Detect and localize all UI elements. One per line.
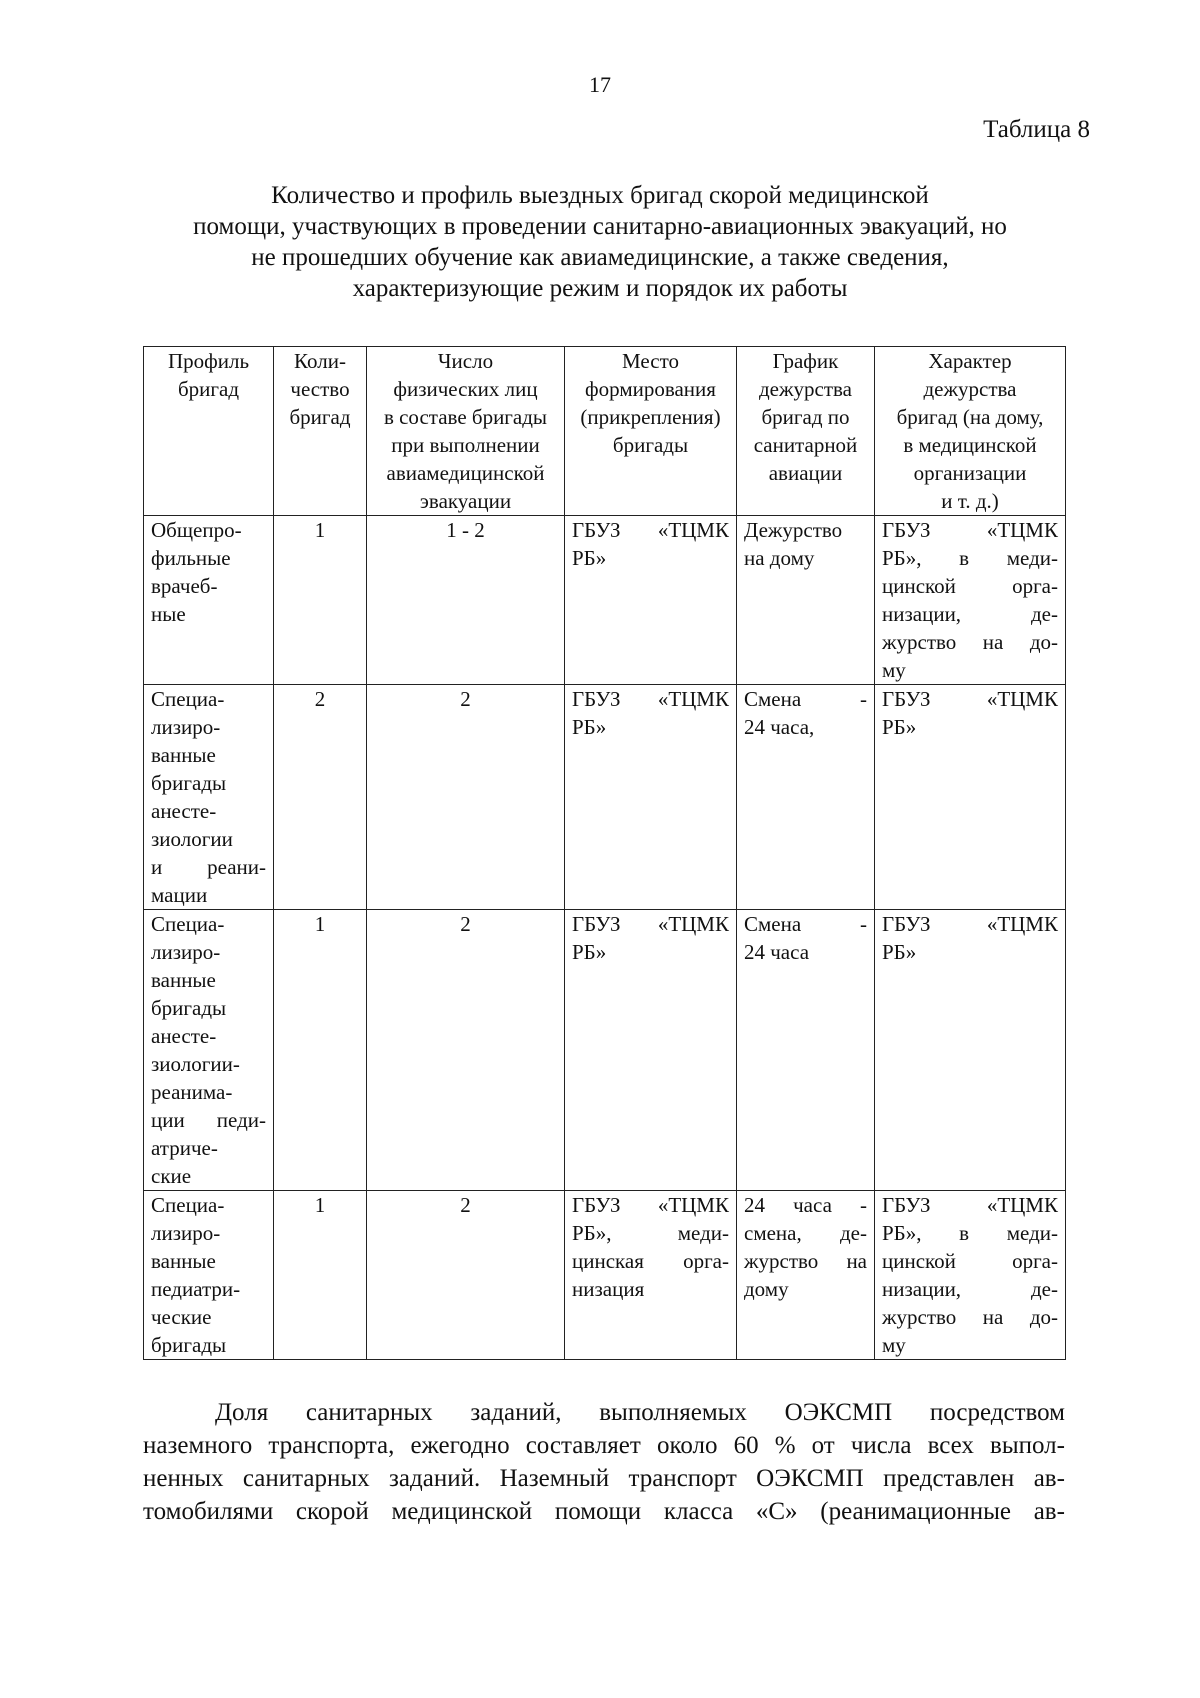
cell-schedule [737, 516, 875, 685]
cell-place [565, 910, 737, 1191]
cell-line: РБ» [882, 940, 917, 964]
cell-line: атриче- [151, 1136, 218, 1160]
cell-line: и реани- [151, 855, 266, 879]
cell-character [875, 1191, 1066, 1360]
cell-persons: 2 [367, 1191, 565, 1360]
cell-line: физических лиц [393, 377, 538, 401]
cell-line: санитарной [753, 433, 858, 457]
cell-line: цинской орга- [882, 574, 1058, 598]
cell-line: низация [572, 1277, 645, 1301]
title-line: характеризующие режим и порядок их работы [352, 275, 848, 302]
cell-profile [144, 516, 274, 685]
cell-line: РБ» [882, 715, 917, 739]
title-line: помощи, участвующих в проведении санитарно-авиационных эвакуаций, но [193, 213, 1007, 240]
cell-line: Коли- [294, 349, 346, 373]
brigades-table [143, 346, 1066, 1360]
cell-character [875, 516, 1066, 685]
cell-line: чество [290, 377, 350, 401]
cell-line: Специа- [151, 1193, 225, 1217]
cell-line: РБ», меди- [572, 1221, 729, 1245]
cell-line: му [882, 1333, 906, 1357]
cell-line: ческие [151, 1305, 212, 1329]
cell-line: ГБУЗ «ТЦМК [572, 687, 729, 711]
cell-schedule [737, 685, 875, 910]
body-paragraph [143, 1396, 1065, 1528]
table-row [144, 1191, 1066, 1360]
cell-line: РБ», в меди- [882, 546, 1058, 570]
cell-line: 24 часа [744, 940, 810, 964]
cell-line: бригад [177, 377, 240, 401]
cell-line: зиологии [151, 827, 233, 851]
cell-line: бригады [151, 1333, 227, 1357]
cell-line: реанима- [151, 1080, 233, 1104]
cell-line: Место [622, 349, 679, 373]
cell-place [565, 685, 737, 910]
cell-line: зиологии- [151, 1052, 240, 1076]
cell-character [875, 685, 1066, 910]
title-line: Количество и профиль выездных бригад скорой медицинской [271, 182, 929, 209]
cell-line: График [772, 349, 839, 373]
cell-line: дежурства [923, 377, 1017, 401]
cell-line: бригад [289, 405, 351, 429]
cell-line: врачеб- [151, 574, 218, 598]
cell-line: Профиль [167, 349, 250, 373]
cell-line: ванные [151, 1249, 216, 1273]
cell-line: ские [151, 1164, 192, 1188]
cell-line: анесте- [151, 1024, 217, 1048]
header-character [875, 347, 1066, 516]
cell-line: смена, де- [744, 1221, 867, 1245]
cell-line: бригады [612, 433, 689, 457]
cell-line: анесте- [151, 799, 217, 823]
page-number: 17 [589, 72, 611, 97]
cell-line: Число [437, 349, 494, 373]
cell-line: мации [151, 883, 208, 907]
table-row [144, 516, 1066, 685]
cell-count: 1 [274, 910, 367, 1191]
cell-schedule [737, 910, 875, 1191]
cell-line: ГБУЗ «ТЦМК [882, 518, 1058, 542]
cell-place [565, 1191, 737, 1360]
cell-line: Дежурство [744, 518, 843, 542]
cell-line: ГБУЗ «ТЦМК [882, 912, 1058, 936]
table-header-row [144, 347, 1066, 516]
cell-line: Общепро- [151, 518, 242, 542]
cell-line: педиатри- [151, 1277, 241, 1301]
cell-line: Характер [928, 349, 1012, 373]
paragraph-line: ненных санитарных заданий. Наземный транспорт ОЭКСМП представлен ав- [143, 1465, 1065, 1492]
cell-line: (прикрепления) [580, 405, 721, 429]
cell-place [565, 516, 737, 685]
cell-line: ции педи- [151, 1108, 266, 1132]
header-place [565, 347, 737, 516]
cell-profile [144, 685, 274, 910]
cell-line: РБ», в меди- [882, 1221, 1058, 1245]
cell-line: Специа- [151, 687, 225, 711]
cell-persons: 2 [367, 910, 565, 1191]
cell-line: лизиро- [151, 1221, 221, 1245]
cell-line: в составе бригады [383, 405, 548, 429]
cell-line: низации, де- [882, 602, 1058, 626]
cell-line: цинской орга- [882, 1249, 1058, 1273]
cell-line: Смена - [744, 687, 867, 711]
cell-line: РБ» [572, 940, 607, 964]
title-line: не прошедших обучение как авиамедицинские, а также сведения, [251, 244, 949, 271]
cell-line: и т. д.) [941, 489, 999, 513]
header-persons [367, 347, 565, 516]
cell-line: на дому [744, 546, 815, 570]
cell-line: Специа- [151, 912, 225, 936]
cell-line: в медицинской [903, 433, 1037, 457]
cell-line: дежурства [759, 377, 852, 401]
cell-count: 1 [274, 516, 367, 685]
cell-line: РБ» [572, 715, 607, 739]
cell-line: ГБУЗ «ТЦМК [572, 1193, 729, 1217]
paragraph-line: Доля санитарных заданий, выполняемых ОЭКСМП посредством [215, 1399, 1065, 1426]
cell-character [875, 910, 1066, 1191]
cell-line: фильные [151, 546, 231, 570]
header-count [274, 347, 367, 516]
cell-line: бригады [151, 771, 227, 795]
table-row [144, 910, 1066, 1191]
cell-line: 24 часа - [744, 1193, 867, 1217]
cell-line: бригад по [761, 405, 850, 429]
cell-count: 2 [274, 685, 367, 910]
cell-line: бригад (на дому, [896, 405, 1044, 429]
cell-line: авиации [768, 461, 843, 485]
cell-line: организации [913, 461, 1027, 485]
table-title [130, 180, 1070, 304]
cell-line: лизиро- [151, 715, 221, 739]
table-label: Таблица 8 [983, 116, 1090, 143]
cell-line: 24 часа, [744, 715, 815, 739]
cell-persons: 2 [367, 685, 565, 910]
cell-line: дому [744, 1277, 789, 1301]
cell-line: ГБУЗ «ТЦМК [882, 687, 1058, 711]
cell-line: журство на до- [882, 1305, 1058, 1329]
cell-line: РБ» [572, 546, 607, 570]
cell-line: Смена - [744, 912, 867, 936]
cell-count: 1 [274, 1191, 367, 1360]
cell-line: ГБУЗ «ТЦМК [572, 912, 729, 936]
cell-schedule [737, 1191, 875, 1360]
cell-line: цинская орга- [572, 1249, 729, 1273]
cell-line: ГБУЗ «ТЦМК [572, 518, 729, 542]
table-row [144, 685, 1066, 910]
cell-line: бригады [151, 996, 227, 1020]
header-schedule [737, 347, 875, 516]
cell-line: эвакуации [419, 489, 512, 513]
cell-line: журство на до- [882, 630, 1058, 654]
cell-line: ванные [151, 968, 216, 992]
cell-line: авиамедицинской [386, 461, 545, 485]
cell-line: низации, де- [882, 1277, 1058, 1301]
paragraph-line: наземного транспорта, ежегодно составляет около 60 % от числа всех выпол- [143, 1432, 1065, 1459]
cell-line: формирования [585, 377, 716, 401]
cell-line: ГБУЗ «ТЦМК [882, 1193, 1058, 1217]
cell-line: ные [151, 602, 186, 626]
cell-persons: 1 - 2 [367, 516, 565, 685]
cell-profile [144, 1191, 274, 1360]
cell-line: при выполнении [391, 433, 540, 457]
cell-line: журство на [744, 1249, 867, 1273]
header-profile [144, 347, 274, 516]
cell-profile [144, 910, 274, 1191]
cell-line: лизиро- [151, 940, 221, 964]
cell-line: му [882, 658, 906, 682]
paragraph-line: томобилями скорой медицинской помощи класса «С» (реанимационные ав- [143, 1498, 1065, 1525]
cell-line: ванные [151, 743, 216, 767]
